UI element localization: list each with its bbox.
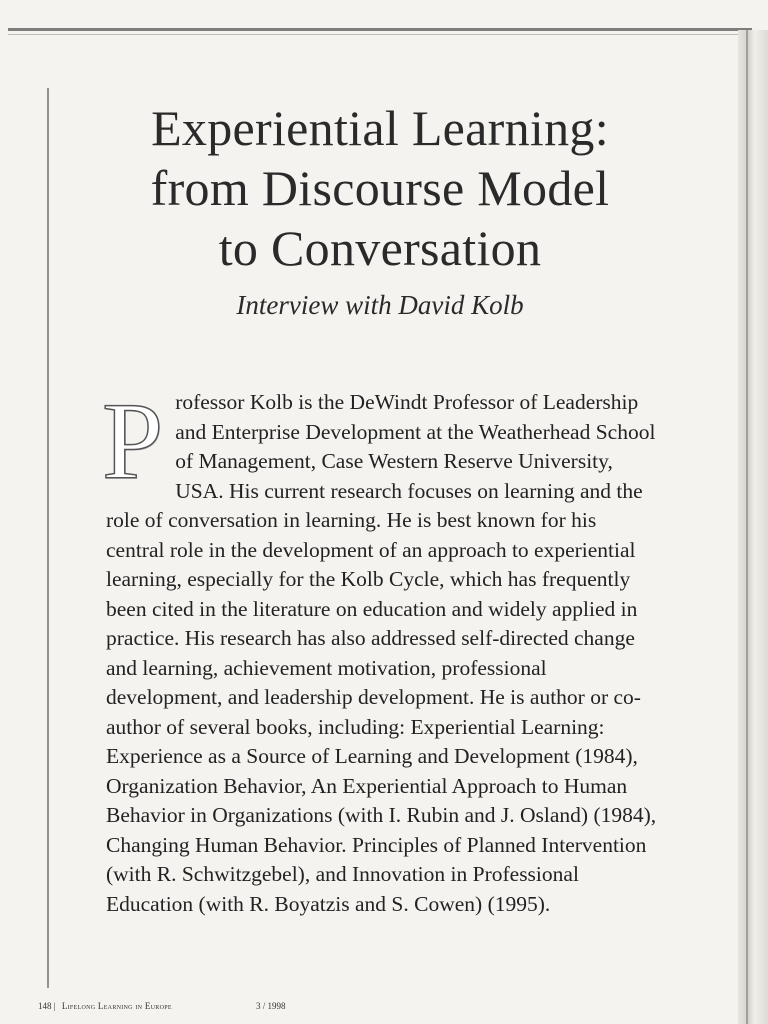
page-footer xyxy=(38,1001,438,1011)
title-line-1: Experiential Learning: xyxy=(151,100,609,156)
page-edge-line xyxy=(746,30,748,1024)
top-rule xyxy=(8,28,752,31)
journal-name: Lifelong Learning in Europe xyxy=(61,1001,172,1011)
title-line-2: from Discourse Model xyxy=(150,160,610,216)
top-rule-secondary xyxy=(8,34,752,35)
issue-number: 3 / 1998 xyxy=(256,1001,286,1011)
article-subtitle: Interview with David Kolb xyxy=(236,290,524,320)
drop-cap: P xyxy=(102,380,164,502)
body-paragraph: rofessor Kolb is the DeWindt Professor of Leadership and Enterprise Development at the Weatherhead School of Management, Case Western Reserve University, USA. His current research focuses on learning and the role of conversation in learning. He is best known for his central role in the development of an approach to experiential learning, especially for the Kolb Cycle, which has frequently been cited in the literature on education and widely applied in practice. His research has also addressed self-directed change and learning, achievement motivation, professional development, and leadership development. He is author or co-author of several books, including: Experiential Learning: Experience as a Source of Learning and Development (1984), Organization Behavior, An Experiential Approach to Human Behavior in Organizations (with I. Rubin and J. Osland) (1984), Changing Human Behavior. Principles of Planned Intervention (with R. Schwitzgebel), and Innovation in Professional Education (with R. Boyatzis and S. Cowen) (1995). xyxy=(106,390,657,916)
article-title xyxy=(80,98,680,278)
article-body xyxy=(102,380,658,919)
page-edge-shadow xyxy=(738,30,768,1024)
title-line-3: to Conversation xyxy=(218,220,542,276)
left-margin-rule xyxy=(47,88,49,988)
page-number: 148 | xyxy=(38,1001,56,1011)
